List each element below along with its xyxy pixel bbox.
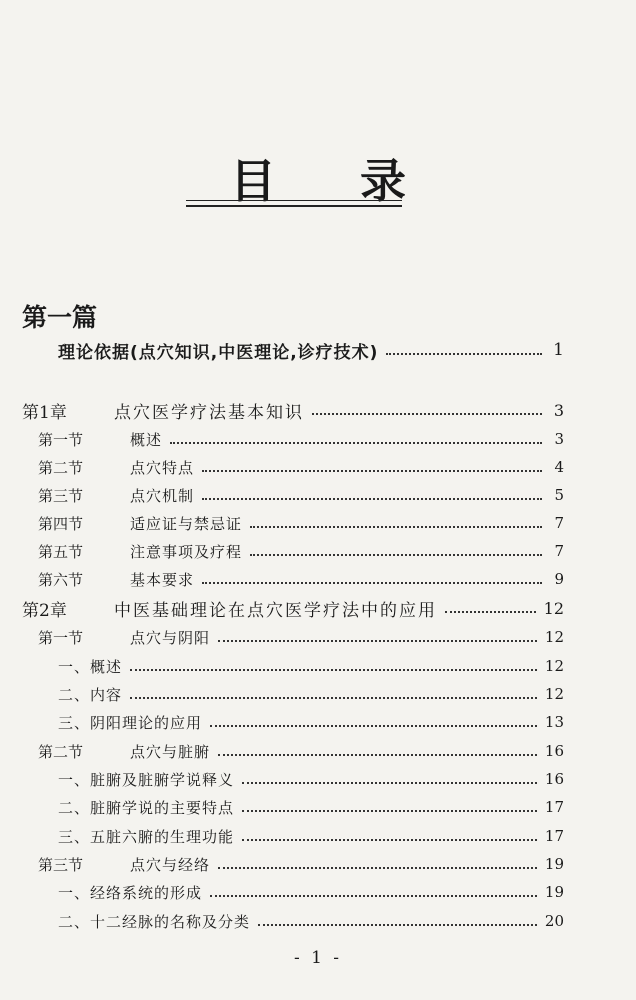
dot-leader <box>445 611 536 613</box>
toc-chapter-row <box>22 594 564 622</box>
toc-section-row <box>38 623 564 651</box>
part-heading: 第一篇 <box>22 303 98 332</box>
toc-item-title: 一、概述 <box>58 657 123 676</box>
toc-section-title: 基本要求 <box>130 570 195 589</box>
toc-page-number: 16 <box>544 742 564 760</box>
toc-item-title: 一、经络系统的形成 <box>58 883 203 902</box>
toc-chapter-title: 中医基础理论在点穴医学疗法中的应用 <box>114 600 437 621</box>
toc-section-row <box>38 850 564 878</box>
title-underline <box>186 200 402 201</box>
dot-leader <box>250 526 542 528</box>
toc-chapter-number: 第1章 <box>22 402 67 423</box>
toc-page-number: 17 <box>544 798 564 816</box>
toc-item-title: 二、内容 <box>58 685 123 704</box>
part-subtitle-row <box>58 336 564 364</box>
dot-leader <box>242 810 537 812</box>
dot-leader <box>170 442 542 444</box>
toc-item-title: 二、十二经脉的名称及分类 <box>58 912 251 931</box>
toc-page-number: 7 <box>554 514 564 532</box>
toc-page-number: 12 <box>543 598 564 618</box>
dot-leader <box>242 782 537 784</box>
toc-page-number: 5 <box>554 486 564 504</box>
dot-leader <box>130 697 537 699</box>
toc-section-number: 第一节 <box>38 628 84 647</box>
toc-section-number: 第一节 <box>38 430 84 449</box>
toc-chapter-title: 点穴医学疗法基本知识 <box>114 402 304 423</box>
dot-leader <box>218 640 537 642</box>
title-underline-thick <box>186 205 402 207</box>
toc-page-number: 20 <box>544 912 564 930</box>
toc-section-row <box>38 565 564 593</box>
toc-page-number: 19 <box>544 855 564 873</box>
toc-section-row <box>38 481 564 509</box>
dot-leader <box>258 924 537 926</box>
toc-page-number: 13 <box>544 713 564 731</box>
toc-item-row <box>58 822 564 850</box>
toc-item-title: 三、阴阳理论的应用 <box>58 713 203 732</box>
toc-page-number: 12 <box>544 628 564 646</box>
toc-page-number: 7 <box>554 542 564 560</box>
toc-section-number: 第二节 <box>38 458 84 477</box>
toc-chapter-row <box>22 396 564 424</box>
toc-page-number: 19 <box>544 883 564 901</box>
toc-item-row <box>58 680 564 708</box>
toc-chapter-number: 第2章 <box>22 600 67 621</box>
toc-item-row <box>58 765 564 793</box>
toc-section-row <box>38 737 564 765</box>
toc-section-title: 概述 <box>130 430 163 449</box>
dot-leader <box>202 470 542 472</box>
toc-section-row <box>38 537 564 565</box>
part-subtitle: 理论依据(点穴知识,中医理论,诊疗技术) <box>58 342 379 363</box>
toc-section-title: 点穴与脏腑 <box>130 742 211 761</box>
toc-page-number: 12 <box>544 685 564 703</box>
dot-leader <box>202 582 542 584</box>
toc-section-row <box>38 425 564 453</box>
dot-leader <box>312 413 542 415</box>
page-title: 目 录 <box>229 154 440 208</box>
dot-leader <box>386 353 542 355</box>
dot-leader <box>202 498 542 500</box>
toc-item-row <box>58 907 564 935</box>
toc-page-number: 17 <box>544 827 564 845</box>
toc-page-number: 16 <box>544 770 564 788</box>
toc-page-number: 3 <box>553 400 564 420</box>
toc-page-number: 12 <box>544 657 564 675</box>
dot-leader <box>218 754 537 756</box>
dot-leader <box>250 554 542 556</box>
toc-item-row <box>58 878 564 906</box>
toc-section-title: 点穴与经络 <box>130 855 211 874</box>
part-page-number: 1 <box>553 340 564 360</box>
toc-section-title: 点穴特点 <box>130 458 195 477</box>
toc-item-row <box>58 652 564 680</box>
toc-page-number: 3 <box>554 430 564 448</box>
toc-section-number: 第六节 <box>38 570 84 589</box>
toc-section-number: 第二节 <box>38 742 84 761</box>
toc-section-title: 适应证与禁忌证 <box>130 514 243 533</box>
toc-section-title: 点穴与阴阳 <box>130 628 211 647</box>
dot-leader <box>130 669 537 671</box>
toc-item-title: 三、五脏六腑的生理功能 <box>58 827 235 846</box>
toc-section-number: 第三节 <box>38 855 84 874</box>
page-number-footer: - 1 - <box>293 948 343 968</box>
toc-item-title: 二、脏腑学说的主要特点 <box>58 798 235 817</box>
dot-leader <box>210 725 537 727</box>
toc-section-row <box>38 453 564 481</box>
toc-page-number: 4 <box>554 458 564 476</box>
toc-section-number: 第三节 <box>38 486 84 505</box>
dot-leader <box>210 895 537 897</box>
toc-section-title: 点穴机制 <box>130 486 195 505</box>
dot-leader <box>218 867 537 869</box>
toc-item-row <box>58 793 564 821</box>
toc-item-title: 一、脏腑及脏腑学说释义 <box>58 770 235 789</box>
toc-section-row <box>38 509 564 537</box>
toc-section-title: 注意事项及疗程 <box>130 542 243 561</box>
toc-section-number: 第五节 <box>38 542 84 561</box>
dot-leader <box>242 839 537 841</box>
toc-item-row <box>58 708 564 736</box>
toc-section-number: 第四节 <box>38 514 84 533</box>
toc-page-number: 9 <box>554 570 564 588</box>
